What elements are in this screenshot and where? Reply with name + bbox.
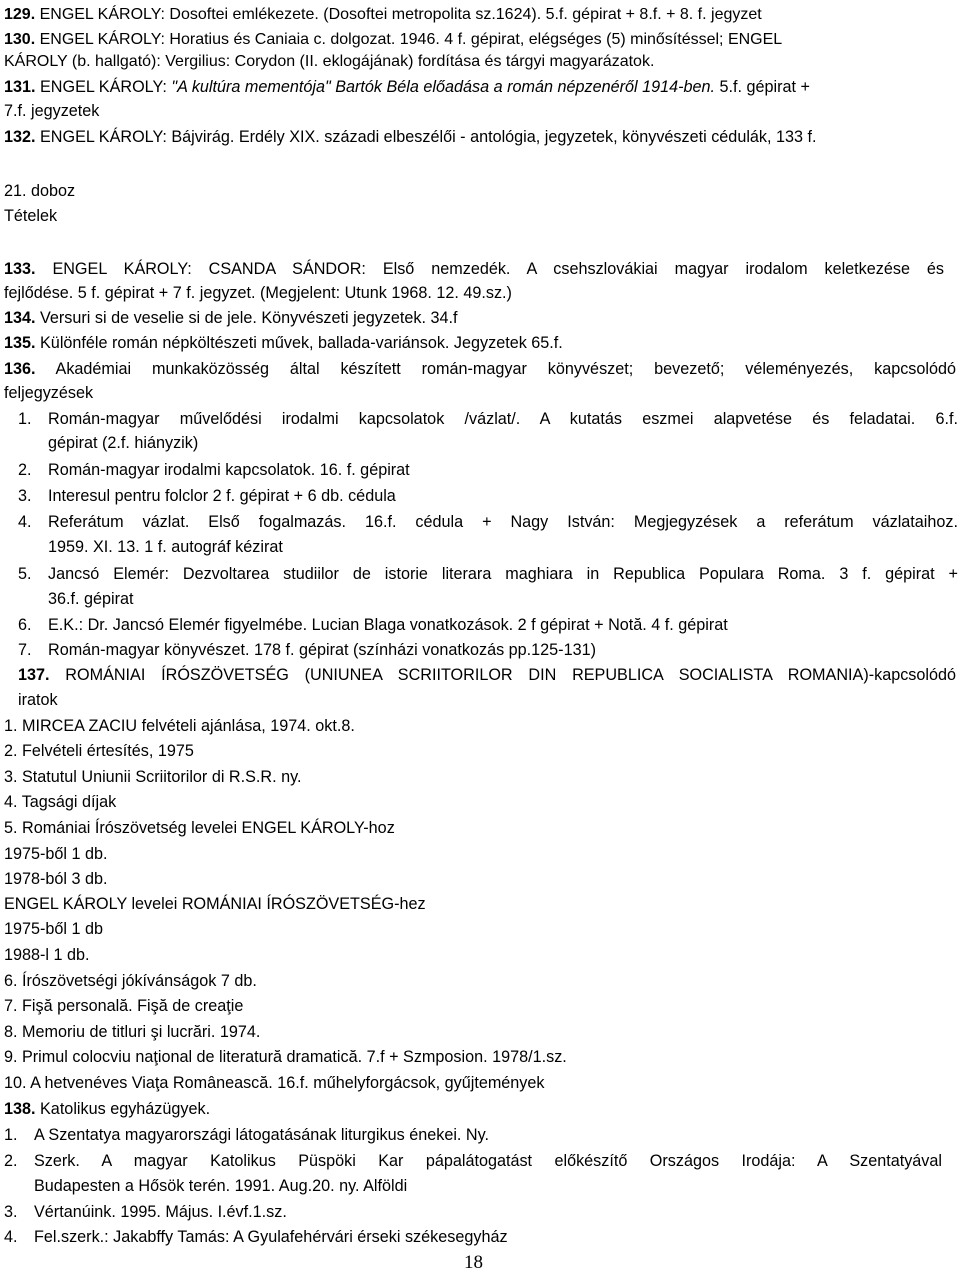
list-subline: 1975-ből 1 db	[4, 920, 104, 938]
list-item: A Szentatya magyarországi látogatásának liturgikus énekei. Ny.	[34, 1126, 489, 1144]
list-item-continued: gépirat (2.f. hiányzik)	[48, 434, 199, 452]
entry-text: Különféle román népköltészeti művek, ballada-variánsok. Jegyzetek 65.f.	[35, 334, 563, 352]
entry-number: 135.	[4, 334, 36, 352]
list-item-continued: 1959. XI. 13. 1 f. autográf kézirat	[48, 538, 283, 556]
entry-137	[18, 664, 956, 686]
entry-130	[4, 29, 782, 51]
entry-number: 138.	[4, 1100, 36, 1118]
list-item: 4. Tagsági díjak	[4, 793, 117, 811]
entry-number: 131.	[4, 78, 36, 96]
entry-number: 130.	[4, 31, 36, 48]
list-item-continued: Budapesten a Hősök terén. 1991. Aug.20. ny. Alföldi	[34, 1177, 408, 1195]
list-item-number: 4.	[4, 1228, 18, 1246]
list-item-number: 4.	[18, 513, 32, 531]
entry-text: 5.f. gépirat +	[714, 78, 810, 96]
entry-title-italic: "A kultúra mementója" Bartók Béla előadása a román népzenéről 1914-ben.	[171, 78, 715, 96]
list-item-number: 1.	[18, 410, 32, 428]
entry-134	[4, 307, 458, 329]
list-item: 5. Romániai Írószövetség levelei ENGEL KÁROLY-hoz	[4, 819, 395, 837]
items-heading: Tételek	[4, 207, 58, 225]
list-subline: 1975-ből 1 db.	[4, 845, 108, 863]
entry-133	[4, 258, 944, 280]
entry-text: ENGEL KÁROLY: CSANDA SÁNDOR: Első nemzedék. A csehszlovákiai magyar irodalom keletkezése és	[35, 260, 944, 278]
entry-text: Akadémiai munkaközösség által készített román-magyar könyvészet; bevezető; véleményezés, kapcsolódó	[35, 360, 956, 378]
entry-number: 134.	[4, 309, 36, 327]
entry-131	[4, 76, 810, 98]
entry-text: ENGEL KÁROLY: Horatius és Caniaia c. dolgozat. 1946. 4 f. gépirat, elégséges (5) minősítéssel; ENGEL	[35, 31, 783, 48]
list-item: 3. Statutul Uniunii Scriitorilor di R.S.R. ny.	[4, 768, 302, 786]
list-item: Vértanúink. 1995. Május. I.évf.1.sz.	[34, 1203, 287, 1221]
list-item: Fel.szerk.: Jakabffy Tamás: A Gyulafehérvári érseki székesegyház	[34, 1228, 508, 1246]
entry-text: ENGEL KÁROLY:	[35, 78, 172, 96]
entry-number: 137.	[18, 666, 50, 684]
list-item: E.K.: Dr. Jancsó Elemér figyelmébe. Lucian Blaga vonatkozások. 2 f gépirat + Notă. 4 f. gépirat	[48, 616, 728, 634]
entry-137-continued: iratok	[18, 691, 58, 709]
list-item-number: 2.	[4, 1152, 18, 1170]
list-item: 9. Primul colocviu naţional de literatură dramatică. 7.f + Szmposion. 1978/1.sz.	[4, 1048, 567, 1066]
entry-138	[4, 1098, 210, 1120]
list-item-number: 3.	[4, 1203, 18, 1221]
list-item-continued: 36.f. gépirat	[48, 590, 134, 608]
list-item-number: 3.	[18, 487, 32, 505]
list-item: 6. Írószövetségi jókívánságok 7 db.	[4, 972, 257, 990]
entry-136-continued: feljegyzések	[4, 384, 94, 402]
list-item: Referátum vázlat. Első fogalmazás. 16.f. cédula + Nagy István: Megjegyzések a referátum vázlataihoz.	[48, 513, 958, 531]
list-item-number: 1.	[4, 1126, 18, 1144]
list-item-number: 5.	[18, 565, 32, 583]
list-subline: 1978-ból 3 db.	[4, 870, 108, 888]
list-subline: 1988-l 1 db.	[4, 946, 90, 964]
list-item-number: 7.	[18, 641, 32, 659]
entry-text: ENGEL KÁROLY: Dosoftei emlékezete. (Dosoftei metropolita sz.1624). 5.f. gépirat + 8.f. + 8. f. jegyzet	[35, 6, 762, 23]
list-item-number: 6.	[18, 616, 32, 634]
list-item: 7. Fişă personală. Fişă de creaţie	[4, 997, 244, 1015]
list-item: Szerk. A magyar Katolikus Püspöki Kar pápalátogatást előkészítő Országos Irodája: A Szentatyával	[34, 1152, 942, 1170]
entry-136	[4, 358, 956, 380]
entry-text: ROMÁNIAI ÍRÓSZÖVETSÉG (UNIUNEA SCRIITORILOR DIN REPUBLICA SOCIALISTA ROMANIA)-kapcsolódó	[49, 666, 956, 684]
entry-132	[4, 126, 817, 148]
list-item: Román-magyar művelődési irodalmi kapcsolatok /vázlat/. A kutatás eszmei alapvetése és feladatai. 6.f.	[48, 410, 958, 428]
entry-135	[4, 332, 563, 354]
entry-number: 136.	[4, 360, 36, 378]
entry-131-continued: 7.f. jegyzetek	[4, 102, 100, 120]
list-item: Jancsó Elemér: Dezvoltarea studiilor de istorie literara maghiara in Republica Populara Roma. 3 f. gépirat +	[48, 565, 958, 583]
entry-text: Versuri si de veselie si de jele. Könyvészeti jegyzetek. 34.f	[35, 309, 458, 327]
entry-text: Katolikus egyházügyek.	[35, 1100, 211, 1118]
list-item: 2. Felvételi értesítés, 1975	[4, 742, 194, 760]
entry-text: ENGEL KÁROLY: Bájvirág. Erdély XIX. századi elbeszélői - antológia, jegyzetek, könyvészeti cédulák, 133 f.	[35, 128, 817, 146]
list-item: Román-magyar könyvészet. 178 f. gépirat (színházi vonatkozás pp.125-131)	[48, 641, 596, 659]
list-item: Román-magyar irodalmi kapcsolatok. 16. f. gépirat	[48, 461, 410, 479]
list-item: 8. Memoriu de titluri şi lucrări. 1974.	[4, 1023, 261, 1041]
list-subline: ENGEL KÁROLY levelei ROMÁNIAI ÍRÓSZÖVETSÉG-hez	[4, 895, 426, 913]
list-item: Interesul pentru folclor 2 f. gépirat + 6 db. cédula	[48, 487, 396, 505]
entry-number: 129.	[4, 6, 36, 23]
entry-130-continued: KÁROLY (b. hallgató): Vergilius: Corydon (II. eklogájának) fordítása és tárgyi magyarázatok.	[4, 53, 655, 70]
page-number: 18	[464, 1252, 483, 1273]
list-item-number: 2.	[18, 461, 32, 479]
list-item: 10. A hetvenéves Viaţa Românească. 16.f. műhelyforgácsok, gyűjtemények	[4, 1074, 545, 1092]
entry-133-continued: fejlődése. 5 f. gépirat + 7 f. jegyzet. (Megjelent: Utunk 1968. 12. 49.sz.)	[4, 284, 512, 302]
entry-number: 133.	[4, 260, 36, 278]
box-label: 21. doboz	[4, 182, 76, 200]
list-item: 1. MIRCEA ZACIU felvételi ajánlása, 1974. okt.8.	[4, 717, 355, 735]
entry-number: 132.	[4, 128, 36, 146]
entry-129	[4, 4, 762, 26]
